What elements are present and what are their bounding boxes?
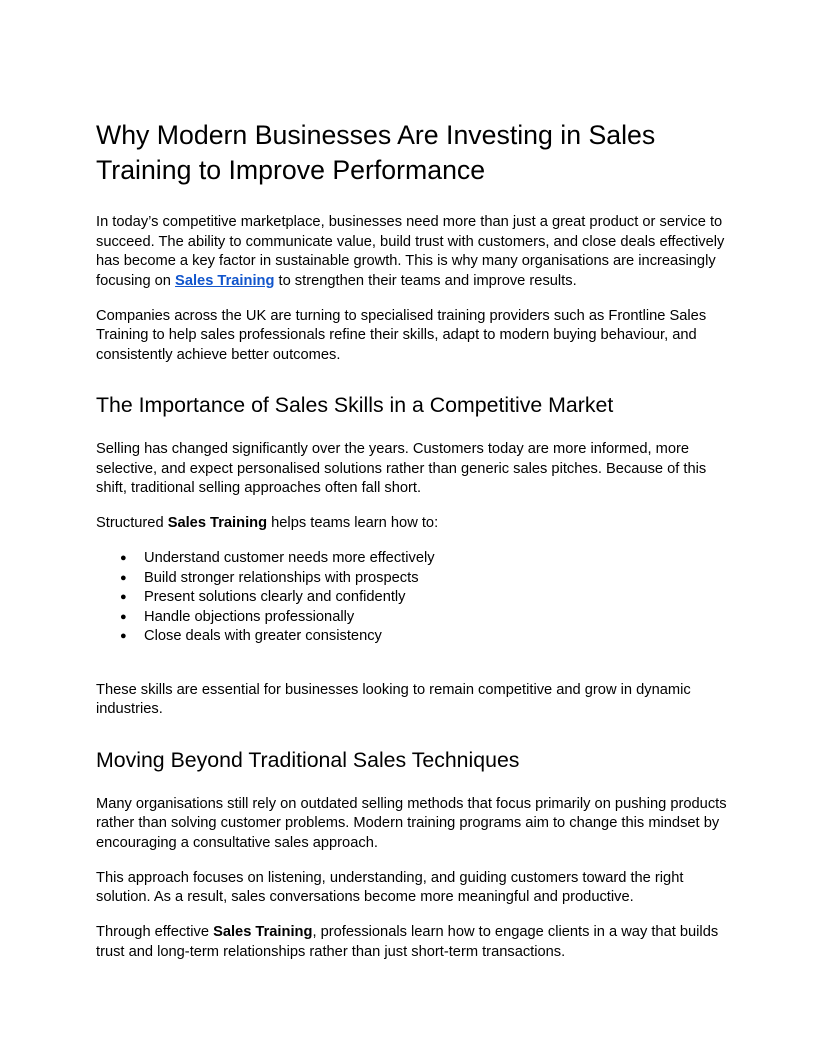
list-item xyxy=(96,549,736,569)
section2-paragraph-3 xyxy=(96,923,736,962)
section-heading-importance: The Importance of Sales Skills in a Competitive Market xyxy=(96,393,614,417)
bullet-icon: ● xyxy=(120,630,127,642)
intro-paragraph-2: Companies across the UK are turning to specialised training providers such as Frontline Sales Training to help sales professionals refine their skills, adapt to modern buying behaviour, and consistently achieve better outcomes. xyxy=(96,307,707,363)
list-item xyxy=(96,627,736,647)
list-item-text: Build stronger relationships with prospects xyxy=(144,569,419,586)
section1-paragraph-2 xyxy=(96,514,736,534)
section2-p3-after: , professionals learn how to engage clients in a way that builds trust and long-term relationships rather than just short-term transactions. xyxy=(96,924,719,960)
list-item xyxy=(96,588,736,608)
list-item xyxy=(96,569,736,589)
section1-p2-bold: Sales Training xyxy=(167,515,268,531)
skills-bullet-list xyxy=(96,549,736,647)
section2-p3-bold: Sales Training xyxy=(213,924,313,940)
list-item-text: Understand customer needs more effectively xyxy=(144,550,435,566)
list-item-text: Handle objections professionally xyxy=(144,608,355,625)
section1-paragraph-3: These skills are essential for businesses looking to remain competitive and grow in dynamic industries. xyxy=(96,681,691,717)
bullet-icon: ● xyxy=(120,591,127,603)
document-title: Why Modern Businesses Are Investing in Sales Training to Improve Performance xyxy=(96,120,656,185)
bullet-icon: ● xyxy=(120,552,127,564)
bullet-icon: ● xyxy=(120,610,127,623)
section1-paragraph-1: Selling has changed significantly over the years. Customers today are more informed, more selective, and expect personalised solutions rather than generic sales pitches. Because of this shift, traditional selling approaches often fall short. xyxy=(96,441,707,496)
document-page xyxy=(96,118,736,978)
sales-training-link[interactable]: Sales Training xyxy=(175,272,275,289)
section-heading-beyond-traditional: Moving Beyond Traditional Sales Techniques xyxy=(96,747,520,772)
bullet-icon: ● xyxy=(120,571,127,584)
intro-text-after-link: to strengthen their teams and improve results. xyxy=(274,272,577,289)
list-item xyxy=(96,608,736,628)
intro-text-before-link: In today’s competitive marketplace, businesses need more than just a great product or service to succeed. The ability to communicate value, build trust with customers, and close deals effectively has become a key factor in sustainable growth. This is why many organisations are increasingly focusing on xyxy=(96,214,725,289)
list-item-text: Close deals with greater consistency xyxy=(144,628,382,644)
list-item-text: Present solutions clearly and confidently xyxy=(144,589,406,605)
section1-p2-before: Structured xyxy=(96,515,168,531)
intro-paragraph-1 xyxy=(96,213,736,291)
section2-paragraph-1: Many organisations still rely on outdated selling methods that focus primarily on pushing products rather than solving customer problems. Modern training programs aim to change this mindset by encouraging a consultative sales approach. xyxy=(96,795,727,851)
section2-paragraph-2: This approach focuses on listening, understanding, and guiding customers toward the right solution. As a result, sales conversations become more meaningful and productive. xyxy=(96,869,684,905)
section2-p3-before: Through effective xyxy=(96,924,214,940)
section1-p2-after: helps teams learn how to: xyxy=(267,515,439,531)
